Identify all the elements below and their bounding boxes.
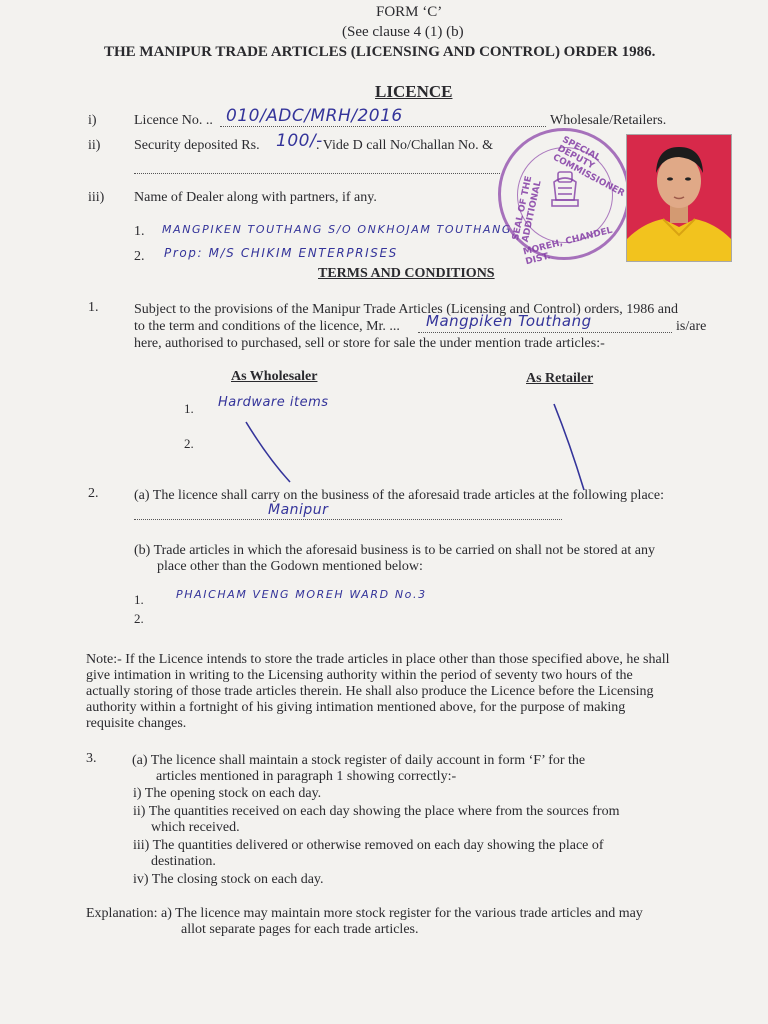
field-iii-number: iii) [88,190,105,205]
note-line-5: requisite changes. [86,716,187,731]
business-place-value: Manipur [268,502,329,518]
clause-label: (See clause 4 (1) (b) [342,24,464,40]
field-i-number: i) [88,113,97,128]
explanation-line-2: allot separate pages for each trade articles. [181,922,419,937]
godown-2-number: 2. [134,611,144,626]
challan-dotted-line [134,172,500,174]
wholesale-item-1-value: Hardware items [218,395,329,410]
retail-cross-stroke [548,400,598,496]
security-deposit-label: Security deposited Rs. [134,138,260,153]
form-label: FORM ‘C’ [376,4,443,20]
para-3-item-iii-line-1: iii) The quantities delivered or otherwise removed on each day showing the place of [133,838,604,853]
para-1-name-dotted-line [418,331,672,333]
portrait-image [627,135,731,261]
dealer-2-name: Prop: M/S CHIKIM ENTERPRISES [164,246,398,260]
official-seal-stamp [498,128,630,268]
para-1-number: 1. [88,300,99,315]
godown-1-number: 1. [134,592,144,607]
godown-1-address: PHAICHAM VENG MOREH WARD No.3 [176,588,427,601]
wholesaler-heading: As Wholesaler [231,369,318,384]
para-2-number: 2. [88,486,99,501]
para-1-line-1: Subject to the provisions of the Manipur Trade Articles (Licensing and Control) orders, 1986 and [134,302,678,317]
para-1-line-2-prefix: to the term and conditions of the licence, Mr. ... [134,319,400,334]
dealer-photograph [626,134,732,262]
para-2a-text: (a) The licence shall carry on the business of the aforesaid trade articles at the following place: [134,488,664,503]
note-line-2: give intimation in writing to the Licensing authority within the period of seventy two hours of the [86,668,633,683]
wholesale-item-2-number: 2. [184,436,194,451]
para-3-item-ii-line-1: ii) The quantities received on each day showing the place where from the sources from [133,804,620,819]
note-line-1: Note:- If the Licence intends to store the trade articles in place other than those specified above, he shall [86,652,670,667]
dealer-1-name: MANGPIKEN TOUTHANG S/O ONKHOJAM TOUTHANG [162,223,513,236]
licence-title: LICENCE [375,82,453,101]
para-1-holder-name: Mangpiken Touthang [426,312,592,330]
wholesale-item-1-number: 1. [184,401,194,416]
seal-text-top: SPECIAL DEPUTY COMMISSIONER [550,135,626,199]
dealer-2-number: 2. [134,249,145,264]
para-3a-line-2: articles mentioned in paragraph 1 showing correctly:- [156,769,457,784]
wholesale-retailers-label: Wholesale/Retailers. [550,113,667,128]
note-line-3: actually storing of those trade articles therein. He shall also produce the Licence before the Licensing [86,684,654,699]
para-3-item-ii-line-2: which received. [151,820,240,835]
para-1-line-3: here, authorised to purchased, sell or store for sale the under mention trade articles:- [134,336,605,351]
security-deposit-value: 100/- [276,131,323,151]
challan-label: . Vide D call No/Challan No. & [316,138,493,153]
para-3-item-iii-line-2: destination. [151,854,216,869]
para-2b-line-2: place other than the Godown mentioned below: [157,559,423,574]
para-1-line-2-suffix: is/are [676,319,707,334]
seal-text-bottom: MOREH, CHANDEL DIST. [522,225,614,268]
terms-title: TERMS AND CONDITIONS [318,266,495,281]
para-2b-line-1: (b) Trade articles in which the aforesaid business is to be carried on shall not be stored at any [134,543,655,558]
explanation-line-1: Explanation: a) The licence may maintain more stock register for the various trade articles and may [86,906,643,921]
retailer-heading: As Retailer [526,371,594,386]
wholesale-cross-stroke [240,418,300,488]
licence-no-value: 010/ADC/MRH/2016 [226,106,403,126]
para-3-item-i: i) The opening stock on each day. [133,786,322,801]
para-3-number: 3. [86,751,97,766]
para-3a-line-1: (a) The licence shall maintain a stock register of daily account in form ‘F’ for the [132,753,586,768]
order-title: THE MANIPUR TRADE ARTICLES (LICENSING AND CONTROL) ORDER 1986. [104,44,656,60]
field-ii-number: ii) [88,138,101,153]
note-line-4: authority within a fortnight of his giving intimation mentioned above, for the purpose of making [86,700,626,715]
dealer-name-label: Name of Dealer along with partners, if any. [134,190,377,205]
dealer-1-number: 1. [134,224,145,239]
seal-text-left: SEAL OF THE ADDITIONAL [511,175,544,244]
para-3-item-iv: iv) The closing stock on each day. [133,872,324,887]
para-2a-dotted-line [134,518,562,520]
licence-no-label: Licence No. .. [134,113,213,128]
